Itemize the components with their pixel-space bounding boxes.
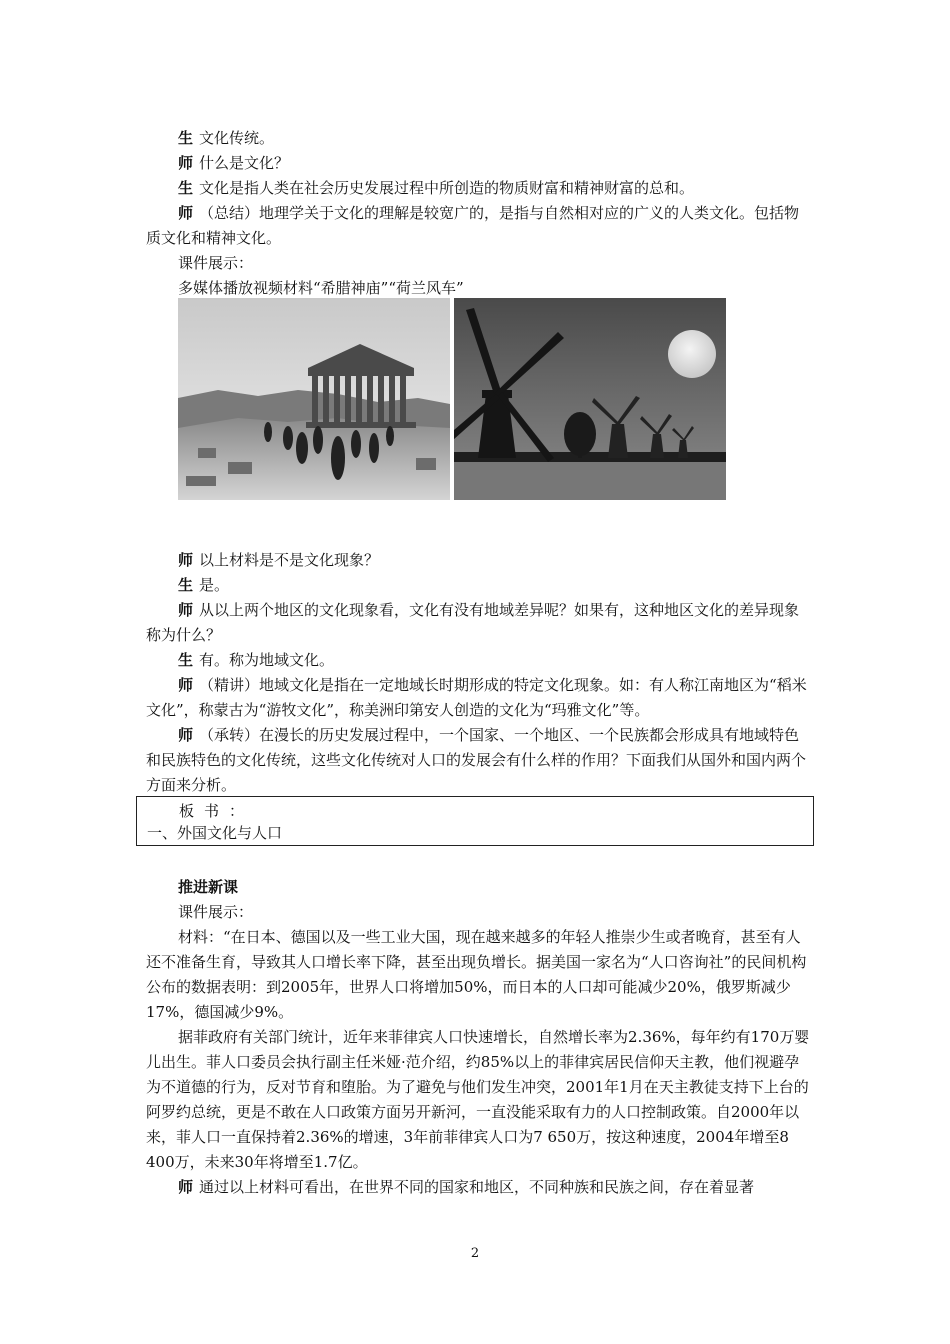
speaker-label: 师 xyxy=(178,154,194,172)
dialogue-line xyxy=(146,573,812,598)
media-caption: 多媒体播放视频材料“希腊神庙”“荷兰风车” xyxy=(178,279,464,297)
greek-temple-photo xyxy=(178,298,450,500)
speaker-label: 师 xyxy=(178,1178,194,1196)
board-label: 板书： xyxy=(179,802,255,820)
material-paragraph: 材料：“在日本、德国以及一些工业大国，现在越来越多的年轻人推崇少生或者晚育，甚至有人还不准备生育，导致其人口增长率下降，甚至出现负增长。据美国一家名为“人口咨询社”的民间机构公布的数据表明：到2005年，世界人口将增加50%，而日本的人口却可能减少20%，俄罗斯减少17%，德国减少9%。 xyxy=(146,928,807,1021)
speaker-label: 师 xyxy=(178,676,194,694)
material-paragraph: 据菲政府有关部门统计，近年来菲律宾人口快速增长，自然增长率为2.36%，每年约有170万婴儿出生。菲人口委员会执行副主任米娅·范介绍，约85%以上的菲律宾居民信仰天主教，他们视避孕为不道德的行为，反对节育和堕胎。为了避免与他们发生冲突，2001年1月在天主教徒支持下上台的阿罗约总统，更是不敢在人口政策方面另开新河，一直没能采取有力的人口控制政策。自2000年以来，菲人口一直保持着2.36%的增速，3年前菲律宾人口为7 650万，按这种速度，2004年增至8 400万，未来30年将增至1.7亿。 xyxy=(146,1028,810,1171)
dialogue-text: （精讲）地域文化是指在一定地域长时期形成的特定文化现象。如：有人称江南地区为“稻米文化”，称蒙古为“游牧文化”，称美洲印第安人创造的文化为“玛雅文化”等。 xyxy=(146,676,807,719)
speaker-label: 生 xyxy=(178,651,194,669)
speaker-label: 生 xyxy=(178,129,194,147)
speaker-label: 生 xyxy=(178,576,194,594)
dutch-windmill-photo xyxy=(454,298,726,500)
dialogue-line xyxy=(146,723,812,798)
dialogue-text: 文化是指人类在社会历史发展过程中所创造的物质财富和精神财富的总和。 xyxy=(199,179,695,197)
dialogue-text: 什么是文化？ xyxy=(199,154,290,172)
speaker-label: 师 xyxy=(178,551,194,569)
page-number: 2 xyxy=(470,1246,480,1261)
dialogue-line xyxy=(146,598,812,648)
dialogue-text: （承转）在漫长的历史发展过程中，一个国家、一个地区、一个民族都会形成具有地域特色和民族特色的文化传统，这些文化传统对人口的发展会有什么样的作用？下面我们从国外和国内两个方面来分析。 xyxy=(146,726,807,794)
photo-strip xyxy=(178,298,726,500)
speaker-label: 师 xyxy=(178,204,194,222)
speaker-label: 师 xyxy=(178,726,194,744)
dialogue-line xyxy=(146,548,812,573)
blackboard-box xyxy=(136,796,814,846)
dialogue-text: 以上材料是不是文化现象？ xyxy=(199,551,380,569)
board-item: 一、外国文化与人口 xyxy=(147,824,283,842)
dialogue-text: 从以上两个地区的文化现象看，文化有没有地域差异呢？如果有，这种地区文化的差异现象称为什么？ xyxy=(146,601,800,644)
section-heading: 推进新课 xyxy=(178,878,239,896)
dialogue-text: 是。 xyxy=(199,576,230,594)
speaker-label: 师 xyxy=(178,601,194,619)
dialogue-text: 通过以上材料可看出，在世界不同的国家和地区，不同种族和民族之间，存在着显著 xyxy=(199,1178,755,1196)
dialogue-text: 文化传统。 xyxy=(199,129,275,147)
dialogue-line xyxy=(146,648,812,673)
dialogue-line xyxy=(146,1175,812,1200)
dialogue-line xyxy=(146,201,812,251)
courseware-label: 课件展示： xyxy=(178,903,254,921)
courseware-label: 课件展示： xyxy=(178,254,254,272)
dialogue-line xyxy=(146,673,812,723)
speaker-label: 生 xyxy=(178,179,194,197)
dialogue-text: （总结）地理学关于文化的理解是较宽广的，是指与自然相对应的广义的人类文化。包括物质文化和精神文化。 xyxy=(146,204,800,247)
dialogue-line xyxy=(146,126,812,151)
dialogue-line xyxy=(146,176,812,201)
dialogue-line xyxy=(146,151,812,176)
dialogue-text: 有。称为地域文化。 xyxy=(199,651,335,669)
